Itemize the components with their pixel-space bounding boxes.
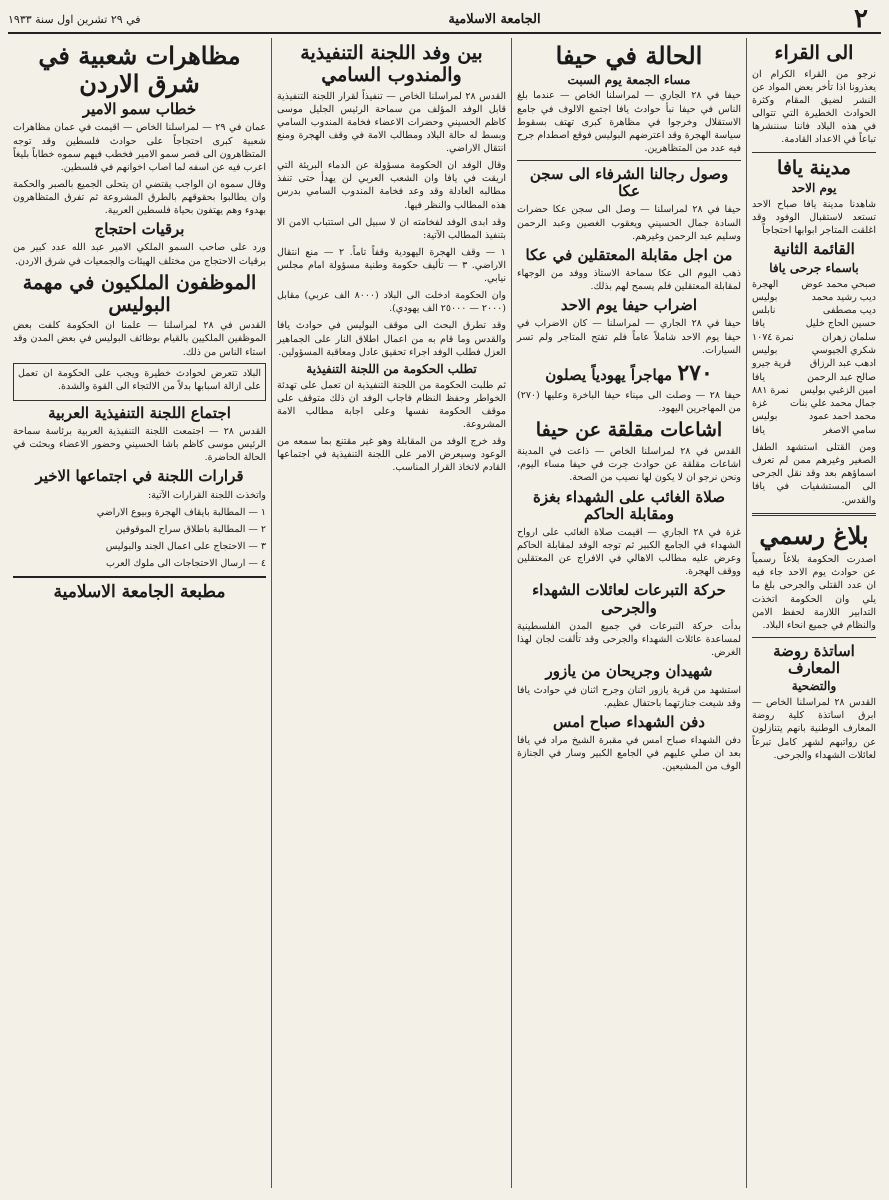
strike-text: حيفا في ٢٨ الجاري — لمراسلنا — كان الاضراب في حيفا يوم الاحد شاملاً عاماً فلم تفتح المتاجر ولم تسر السيارات.: [517, 318, 741, 356]
telegrams-heading: برقيات احتجاج: [94, 220, 185, 239]
meeting-text: القدس ٢٨ — اجتمعت اللجنة التنفيذية العربية برئاسة سماحة الرئيس موسى كاظم باشا الحسيني وحضور الاعضاء وبحثت في الحالة الحاضرة.: [13, 426, 267, 464]
jaffa-after-text: ومن القتلى استشهد الطفل الصغير وغيرهم ممن لم تعرف اسماؤهم بعد وقد نقل الجرحى الى المستشفيات في يافا والقدس.: [752, 442, 876, 506]
delegation-more: وقد تطرق البحث الى موقف البوليس في حوادث يافا والقدس وما قام به من اعمال اطلاق النار على الجماهير العزل فطلب الوفد اجراء تحقيق عادل ومعاقبة المسؤولين.: [277, 320, 506, 358]
press-imprint: مطبعة الجامعة الاسلامية: [13, 576, 266, 602]
wounded-row: سلمان زهران نمرة ١٠٧٤: [752, 331, 876, 343]
issue-date: في ٢٩ تشرين اول سنة ١٩٣٣: [8, 12, 141, 26]
school-text: القدس ٢٨ لمراسلنا الخاص — ابرق اساتذة كلية روضة المعارف الوطنية بانهم يتنازلون عن رواتبهم لشهر كامل تبرعاً لعائلات الشهداء والجرحى.: [752, 697, 876, 761]
burial-heading: دفن الشهداء صباح امس: [553, 712, 705, 731]
wounded-row: حسين الحاج خليل يافا: [752, 318, 876, 330]
statement-heading: بلاغ رسمي: [759, 520, 869, 550]
readers-heading: الى القراء: [774, 42, 854, 64]
wounded-row: صالح عبد الرحمن يافا: [752, 371, 876, 383]
jordan-body: وقال سموه ان الواجب يقتضي ان يتحلى الجميع بالصبر والحكمة وان يطالبوا بحقوقهم بالطرق المشروعة ثم تفرق المتظاهرون بهدوء وهم يهتفون بحياة فلسطين العربية.: [13, 178, 266, 217]
prayer-text: حيفا ٢٨ — وصلت الى ميناء حيفا الباخرة وعليها (٢٧٠) من المهاجرين اليهود.: [517, 390, 741, 415]
statement-text: اصدرت الحكومة بلاغاً رسمياً عن حوادث يوم الاحد جاء فيه ان عدد القتلى والجرحى بلغ ما يلي وان الحكومة اتخذت التدابير اللازمة لحفظ الامن والنظام في جميع انحاء البلاد.: [752, 554, 876, 631]
readers-text: نرجو من القراء الكرام ان يعذرونا اذا تأخر بعض المواد عن النشر لضيق المقام وكثرة الحوادث الخطيرة التي تتوالى في هذه البلاد فاننا سننشرها تباعاً في الاعداد القادمة.: [752, 68, 876, 146]
government-request-heading: تطلب الحكومة من اللجنة التنفيذية: [306, 361, 477, 376]
haifa-text: حيفا في ٢٨ الجاري — لمراسلنا الخاص — عندما بلغ الناس في حيفا نبأ حوادث يافا اجتمع الالوف في جامع الاستقلال وخرجوا في مظاهرة كبرى تهتف بسقوط سياسة الهجرة وقد اعترضهم البوليس فوقع اصطدام جرح فيه عدد من المتظاهرين.: [517, 90, 741, 154]
gaza-text: غزة في ٢٨ الجاري — اقيمت صلاة الغائب على ارواح الشهداء في الجامع الكبير ثم توجه الوفد لمقابلة الحاكم وعرض عليه مطالب الاهالي في الافراج عن المعتقلين ووقف الهجرة.: [517, 527, 742, 578]
haifa-heading: الحالة في حيفا: [555, 41, 703, 70]
boxed-note-text: البلاد تتعرض لحوادث خطيرة ويجب على الحكومة ان تعمل على ازالة اسبابها بدلاً من الالتجاء الى القوة والشدة.: [18, 367, 261, 392]
decision-item: ٣ — الاحتجاج على اعمال الجند والبوليس: [105, 541, 266, 553]
wounded-row: ديب مصطفى نابلس: [752, 305, 876, 317]
acre-heading: وصول رجالنا الشرفاء الى سجن عكا: [529, 164, 729, 201]
visit-text: ذهب اليوم الى عكا سماحة الاستاذ ووفد من الوجهاء لمقابلة المعتقلين فلم يسمح لهم بذلك.: [517, 268, 741, 293]
jordan-heading: مظاهرات شعبية في شرق الاردن: [38, 41, 241, 98]
telegrams-text: ورد على صاحب السمو الملكي الامير عبد الله عدد كبير من برقيات الاحتجاج من مختلف الهيئات والجمعيات في شرق الاردن.: [13, 242, 266, 267]
delegation-heading: بين وفد اللجنة التنفيذية والمندوب السامي: [300, 42, 483, 86]
column-haifa: [511, 38, 746, 1188]
wounded-row: ديب رشيد محمد بوليس: [752, 291, 876, 303]
rumors-text: القدس في ٢٨ لمراسلنا الخاص — ذاعت في المدينة اشاعات مقلقة عن حوادث جرت في حيفا مساء اليوم، ونحن نرجو ان لا يكون لها نصيب من الصحة.: [517, 446, 741, 484]
meeting-heading: اجتماع اللجنة التنفيذية العربية: [48, 403, 231, 422]
wounded-list-heading: القائمة الثانية: [773, 240, 855, 259]
boxed-note: [13, 363, 266, 401]
acre-text: حيفا في ٢٨ لمراسلنا — وصل الى سجن عكا حضرات السادة جمال الحسيني ويعقوب الغصين وعبد الرحمن وسليم عبد الرحمن وغيرهم.: [517, 204, 741, 242]
decisions-intro: واتخذت اللجنة القرارات الآتية:: [147, 489, 266, 501]
decisions-heading: قرارات اللجنة في اجتماعها الاخير: [35, 467, 244, 486]
wounded-row: جمال محمد علي بنات غزة: [752, 398, 876, 410]
government-request-text: ثم طلبت الحكومة من اللجنة التنفيذية ان تعمل على تهدئة الخواطر وحفظ النظام فاجاب الوفد ان ذلك متوقف على موقف الحكومة نفسها وعلى اجابة مطالب الامة المشروعة.: [277, 379, 506, 430]
wounded-row: سامي الاصغر يافا: [752, 424, 876, 436]
yazur-heading: شهيدان وجريحان من يازور: [545, 662, 713, 681]
demands-intro: وقد ابدى الوفد لفخامته ان لا سبيل الى استتباب الامن الا بتنفيذ المطالب الآتية:: [277, 216, 506, 241]
rumors-heading: اشاعات مقلقة عن حيفا: [535, 419, 723, 442]
wounded-row: امين الزغبي بوليس نمرة ٨٨١: [752, 384, 876, 396]
column-delegation: [271, 38, 511, 1188]
jordan-intro: عمان في ٢٩ — لمراسلنا الخاص — اقيمت في عمان مظاهرات شعبية كبرى احتجاجاً على حوادث فلسطين وقد توجه المتظاهرون الى قصر سمو الامير فخطب فيهم سموه خطاباً بليغاً اعرب فيه عن اسفه لما اصاب اخوانهم في فلسطين.: [13, 122, 267, 173]
jaffa-heading: مدينة يافا: [777, 156, 851, 179]
jaffa-text: شاهدنا مدينة يافا صباح الاحد تستعد لاستقبال الوفود وقد اغلقت المتاجر ابوابها احتجاجاً: [752, 199, 876, 237]
column-jordan: [8, 38, 271, 1188]
strike-heading: اضراب حيفا يوم الاحد: [560, 296, 698, 315]
officials-text: القدس في ٢٨ لمراسلنا — علمنا ان الحكومة كلفت بعض الموظفين الملكيين بالقيام بوظائف البوليس في بعض المدن وقد استاء الناس من ذلك.: [13, 320, 267, 358]
school-heading: اساتذة روضة المعارف: [773, 641, 855, 678]
prayer-heading: ٢٧٠ مهاجراً يهودياً يصلون: [545, 359, 713, 386]
immigration-numbers: وان الحكومة ادخلت الى البلاد (٨٠٠٠ الف عربي) مقابل (٢٠٠٠ — ٢٥٠٠٠ الف يهودي).: [277, 290, 506, 315]
wounded-list: [752, 278, 876, 438]
gaza-heading: صلاة الغائب على الشهداء بغزة ومقابلة الحاكم: [533, 487, 725, 523]
delegation-intro: القدس ٢٨ لمراسلنا الخاص — تنفيذاً لقرار اللجنة التنفيذية قابل الوفد المؤلف من سماحة الرئيس الجليل موسى كاظم الحسيني وحضرات الاعضاء فخامة المندوب السامي وبسط له حالة البلاد ومطالب الامة في وقف الهجرة ومنع انتقال الاراضي.: [277, 90, 507, 155]
wounded-row: محمد احمد عمود بوليس: [752, 411, 876, 423]
masthead: [8, 6, 881, 34]
wounded-row: صبحي محمد عوض الهجرة: [752, 278, 876, 290]
jaffa-subheading: يوم الاحد: [791, 181, 837, 196]
columns: [8, 38, 881, 1188]
yazur-text: استشهد من قرية يازور اثنان وجرح اثنان في حوادث يافا وقد شيعت جنازتهما باحتفال عظيم.: [517, 684, 741, 709]
delegation-end: وقد خرج الوفد من المقابلة وهو غير مقتنع بما سمعه من الوعود وسيعرض الامر على اللجنة التنفيذية في اجتماعها القادم لاتخاذ القرار المناسب.: [277, 436, 506, 474]
paper-name: الجامعة الاسلامية: [448, 11, 541, 27]
wounded-list-subheading: باسماء جرحى يافا: [769, 260, 859, 275]
page-number: ٢: [854, 4, 868, 34]
officials-heading: الموظفون الملكيون في مهمة البوليس: [22, 271, 257, 316]
haifa-subheading: مساء الجمعة يوم السبت: [567, 72, 691, 87]
school-subheading: والتضحية: [791, 679, 837, 694]
column-readers: [746, 38, 881, 1188]
demands-text: ١ — وقف الهجرة اليهودية وقفاً تاماً. ٢ — منع انتقال الاراضي. ٣ — تأليف حكومة وطنية مسؤولة امام مجلس نيابي.: [277, 246, 506, 285]
donations-heading: حركة التبرعات لعائلات الشهداء والجرحى: [532, 581, 726, 617]
jordan-subheading: خطاب سمو الامير: [82, 100, 197, 119]
burial-text: دفن الشهداء صباح امس في مقبرة الشيخ مراد في يافا بعد ان صلي عليهم في الجامع الكبير وسار في الجنازة الوف من المشيعين.: [517, 734, 741, 773]
donations-text: بدأت حركة التبرعات في جميع المدن الفلسطينية لمساعدة عائلات الشهداء والجرحى وقد تألفت لجان لهذا الغرض.: [517, 620, 741, 659]
decision-item: ٢ — المطالبة باطلاق سراح الموقوفين: [115, 523, 266, 535]
wounded-row: شكري الجيوسي بوليس: [752, 345, 876, 356]
visit-heading: من اجل مقابلة المعتقلين في عكا: [525, 245, 733, 264]
prayer-number: ٢٧٠: [677, 359, 713, 386]
decision-item: ١ — المطالبة بايقاف الهجرة وبيوع الاراضي: [96, 506, 266, 518]
wounded-row: ادهب عبد الرزاق قرية جيرو: [752, 358, 876, 370]
delegation-body: وقال الوفد ان الحكومة مسؤولة عن الدماء البريئة التي اريقت في يافا وان الشعب العربي لن يهدأ حتى تنفذ مطالبه العادلة وقد وعد فخامة المندوب السامي بدرس هذه المطالب والنظر فيها.: [277, 160, 506, 211]
decision-item: ٤ — ارسال الاحتجاجات الى ملوك العرب: [106, 558, 266, 570]
